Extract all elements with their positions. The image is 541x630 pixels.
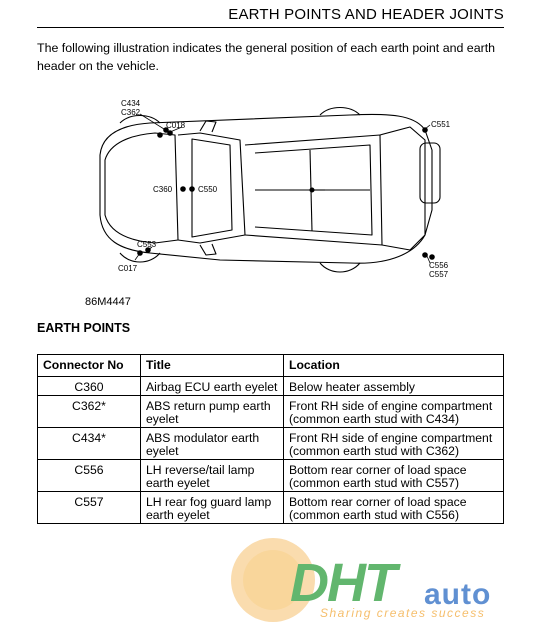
callout-c550: C550 bbox=[198, 185, 218, 194]
vehicle-diagram bbox=[80, 95, 460, 295]
callout-c360: C360 bbox=[153, 185, 173, 194]
table-header-row bbox=[38, 355, 504, 377]
watermark-logo-text: DHT bbox=[290, 553, 395, 613]
page-header-title: EARTH POINTS AND HEADER JOINTS bbox=[228, 6, 504, 23]
column-header-location: Location bbox=[284, 355, 504, 377]
connector-cell: C557 bbox=[38, 492, 141, 524]
title-cell: ABS modulator earth eyelet bbox=[141, 428, 284, 460]
table-row bbox=[38, 492, 504, 524]
table-row bbox=[38, 396, 504, 428]
callout-c551: C551 bbox=[431, 120, 451, 129]
title-cell: LH reverse/tail lamp earth eyelet bbox=[141, 460, 284, 492]
callout-c362: C362 bbox=[121, 108, 141, 117]
location-cell: Front RH side of engine compartment (common earth stud with C434) bbox=[284, 396, 504, 428]
watermark-slogan: Sharing creates success bbox=[320, 606, 486, 620]
watermark-brand-text: auto bbox=[424, 578, 492, 611]
location-cell: Bottom rear corner of load space (common earth stud with C557) bbox=[284, 460, 504, 492]
table-row bbox=[38, 428, 504, 460]
location-cell: Front RH side of engine compartment (common earth stud with C362) bbox=[284, 428, 504, 460]
title-cell: LH rear fog guard lamp earth eyelet bbox=[141, 492, 284, 524]
connector-cell: C556 bbox=[38, 460, 141, 492]
connector-cell: C434* bbox=[38, 428, 141, 460]
column-header-title: Title bbox=[141, 355, 284, 377]
column-header-connector: Connector No bbox=[38, 355, 141, 377]
callout-c556: C556 bbox=[429, 261, 449, 270]
title-cell: Airbag ECU earth eyelet bbox=[141, 376, 284, 396]
header-divider bbox=[37, 27, 504, 28]
connector-cell: C362* bbox=[38, 396, 141, 428]
callout-c017: C017 bbox=[118, 264, 138, 273]
figure-id: 86M4447 bbox=[85, 296, 131, 308]
table-row bbox=[38, 460, 504, 492]
section-heading: EARTH POINTS bbox=[37, 321, 131, 335]
callout-c553: C553 bbox=[137, 240, 157, 249]
earth-points-table bbox=[37, 354, 504, 524]
intro-paragraph: The following illustration indicates the general position of each earth point and earth header on the vehicle. bbox=[37, 41, 496, 73]
location-cell: Below heater assembly bbox=[284, 376, 504, 396]
callout-c557: C557 bbox=[429, 270, 449, 279]
table-row bbox=[38, 376, 504, 396]
location-cell: Bottom rear corner of load space (common earth stud with C556) bbox=[284, 492, 504, 524]
title-cell: ABS return pump earth eyelet bbox=[141, 396, 284, 428]
callout-c434: C434 bbox=[121, 99, 141, 108]
callout-c018: C018 bbox=[166, 121, 186, 130]
connector-cell: C360 bbox=[38, 376, 141, 396]
watermark-logo bbox=[228, 532, 540, 625]
